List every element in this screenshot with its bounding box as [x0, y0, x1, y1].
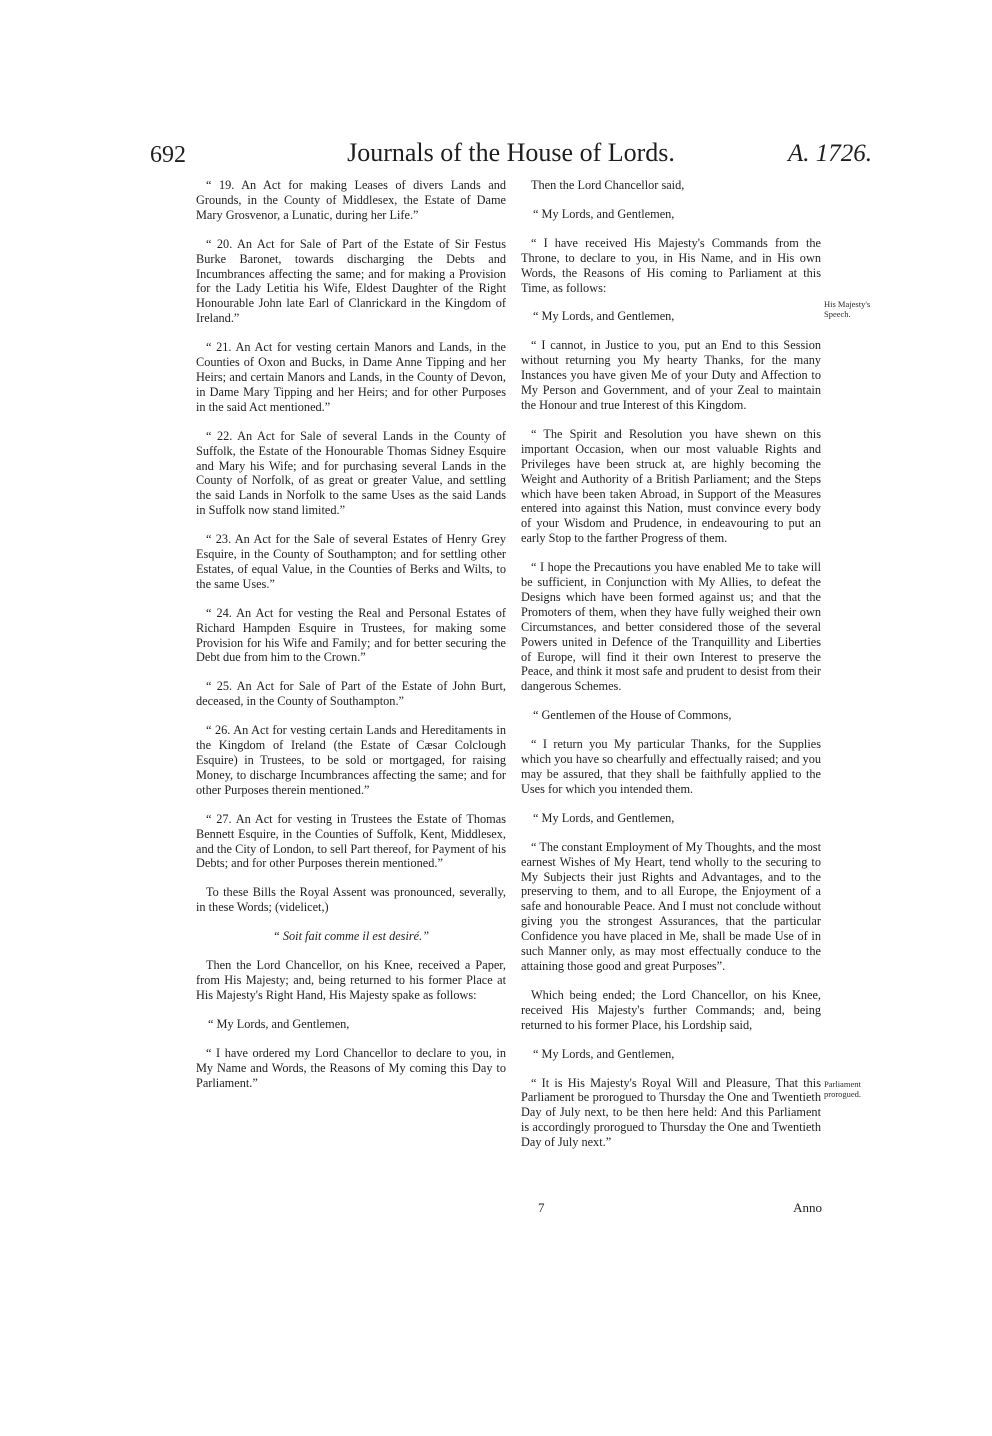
running-title: Journals of the House of Lords.	[347, 138, 675, 167]
address-lords-gentlemen-1: “ My Lords, and Gentlemen,	[533, 206, 675, 221]
act-27: “ 27. An Act for vesting in Trustees the Estate of Thomas Bennett Esquire, in the Counties of Suffolk, Kent, Middlesex, and the City of London, to sell Part thereof, for Payment of his Debts; and for other Purposes therein mentioned.”	[196, 811, 506, 871]
act-23: “ 23. An Act for the Sale of several Estates of Henry Grey Esquire, in the County of Southampton; and for settling other Estates, of equal Value, in the Counties of Berks and Wilts, to the same Uses.”	[196, 532, 506, 591]
address-lords-gentlemen-2: “ My Lords, and Gentlemen,	[533, 309, 675, 324]
running-header	[150, 138, 872, 172]
catchword: Anno	[793, 1200, 822, 1215]
act-22: “ 22. An Act for Sale of several Lands in the County of Suffolk, the Estate of the Honourable Thomas Sidney Esquire and Mary his Wife; and for purchasing several Lands in the County of Norfolk, of as great or greater Value, and settling the said Lands in Norfolk to the same Uses as the said Lands in Suffolk now stand limited.”	[196, 428, 506, 518]
page-footer	[150, 1200, 872, 1220]
speech-spirit-resolution: “ The Spirit and Resolution you have shewn on this important Occasion, when our most valuable Rights and Privileges have been struck at, are highly becoming the Weight and Authority of a British Parliament; and the Steps which have been taken Abroad, in Support of the Measures entered into against this Nation, must convince every body of your Wisdom and Prudence, in endeavouring to put an early Stop to the farther Progress of them.	[521, 426, 821, 546]
speech-supplies: “ I return you My particular Thanks, for the Supplies which you have so chearfully and effectually raised; and you may be assured, that they shall be faithfully applied to the Uses for which you intended them.	[521, 737, 821, 796]
right-column	[521, 178, 821, 1164]
signature-mark: 7	[538, 1200, 545, 1215]
chancellor-receives-paper: Then the Lord Chancellor, on his Knee, received a Paper, from His Majesty; and, being returned to his former Place at His Majesty's Right Hand, His Majesty spake as follows:	[196, 958, 506, 1002]
chancellor-said: Then the Lord Chancellor said,	[531, 178, 685, 192]
address-commons: “ Gentlemen of the House of Commons,	[533, 708, 732, 723]
margin-note-prorogued: Parliament prorogued.	[824, 1079, 862, 1099]
act-26: “ 26. An Act for vesting certain Lands and Hereditaments in the Kingdom of Ireland (the Estate of Cæsar Colclough Esquire) in Trustees, to be sold or mortgaged, for raising Money, to discharge Incumbrances affecting the same; and for other Purposes therein mentioned.”	[196, 723, 506, 797]
further-commands: Which being ended; the Lord Chancellor, on his Knee, received His Majesty's further Commands; and, being returned to his former Place, his Lordship said,	[521, 987, 821, 1032]
left-column	[196, 178, 506, 1104]
royal-assent-formula: “ Soit fait comme il est desiré.”	[272, 929, 430, 944]
act-25: “ 25. An Act for Sale of Part of the Estate of John Burt, deceased, in the County of Southampton.”	[196, 679, 506, 709]
commands-from-throne: “ I have received His Majesty's Commands from the Throne, to declare to you, in His Name, and in His own Words, the Reasons of His coming to Parliament at this Time, as follows:	[521, 235, 821, 295]
speech-precautions: “ I hope the Precautions you have enabled Me to take will be sufficient, in Conjunction with My Allies, to defeat the Designs which have been formed against us; and that the Promoters of them, when they have fully weighed their own Circumstances, and better considered those of the several Powers united in Defence of the Tranquillity and Liberties of Europe, will find it their own Interest to preserve the Peace, and think it most safe and prudent to desist from their dangerous Schemes.	[521, 560, 821, 694]
prorogation-statement: “ It is His Majesty's Royal Will and Pleasure, That this Parliament be prorogued to Thursday the One and Twentieth Day of July next, to be then here held: And this Parliament is accordingly prorogued to Thursday the One and Twentieth Day of July next.”	[521, 1075, 821, 1150]
running-year: A. 1726.	[787, 140, 872, 167]
page-number: 692	[150, 142, 186, 168]
king-opening-statement: “ I have ordered my Lord Chancellor to declare to you, in My Name and Words, the Reasons of My coming this Day to Parliament.”	[196, 1045, 506, 1090]
act-20: “ 20. An Act for Sale of Part of the Estate of Sir Festus Burke Baronet, towards discharging the Debts and Incumbrances affecting the same; and for making a Provision for the Lady Letitia his Wife, Eldest Daughter of the Right Honourable John late Earl of Clanrickard in the Kingdom of Ireland.”	[196, 236, 506, 326]
speech-constant-employment: “ The constant Employment of My Thoughts, and the most earnest Wishes of My Heart, tend wholly to the securing to My Subjects their just Rights and Advantages, and to the preserving to them, and to all Europe, the Enjoyment of a safe and honourable Peace. And I must not conclude without giving you the strongest Assurances, that the particular Confidence you have placed in Me, shall be made Use of in such Manner only, as may most effectually conduce to the attaining those good and great Purposes”.	[521, 839, 821, 973]
speech-thanks: “ I cannot, in Justice to you, put an End to this Session without returning you My hearty Thanks, for the many Instances you have given Me of your Duty and Affection to My Person and Government, and of your Zeal to maintain the Honour and true Interest of this Kingdom.	[521, 338, 821, 412]
act-19: “ 19. An Act for making Leases of divers Lands and Grounds, in the County of Middlesex, the Estate of Dame Mary Grosvenor, a Lunatic, during her Life.”	[196, 178, 506, 222]
address-lords-gentlemen-3: “ My Lords, and Gentlemen,	[533, 810, 675, 825]
address-lords-gentlemen: “ My Lords, and Gentlemen,	[208, 1016, 350, 1031]
address-lords-gentlemen-4: “ My Lords, and Gentlemen,	[533, 1046, 675, 1061]
act-24: “ 24. An Act for vesting the Real and Personal Estates of Richard Hampden Esquire in Trustees, for making some Provision for his Wife and Family; and for better securing the Debt due from him to the Crown.”	[196, 605, 506, 665]
royal-assent-paragraph: To these Bills the Royal Assent was pronounced, severally, in these Words; (videlicet,)	[196, 885, 506, 915]
act-21: “ 21. An Act for vesting certain Manors and Lands, in the Counties of Oxon and Bucks, in Dame Anne Tipping and her Heirs; and certain Manors and Lands, in the County of Devon, in Dame Mary Tipping and her Heirs; and for other Purposes in the said Act mentioned.”	[196, 340, 506, 414]
margin-note-speech: His Majesty's Speech.	[824, 299, 871, 319]
